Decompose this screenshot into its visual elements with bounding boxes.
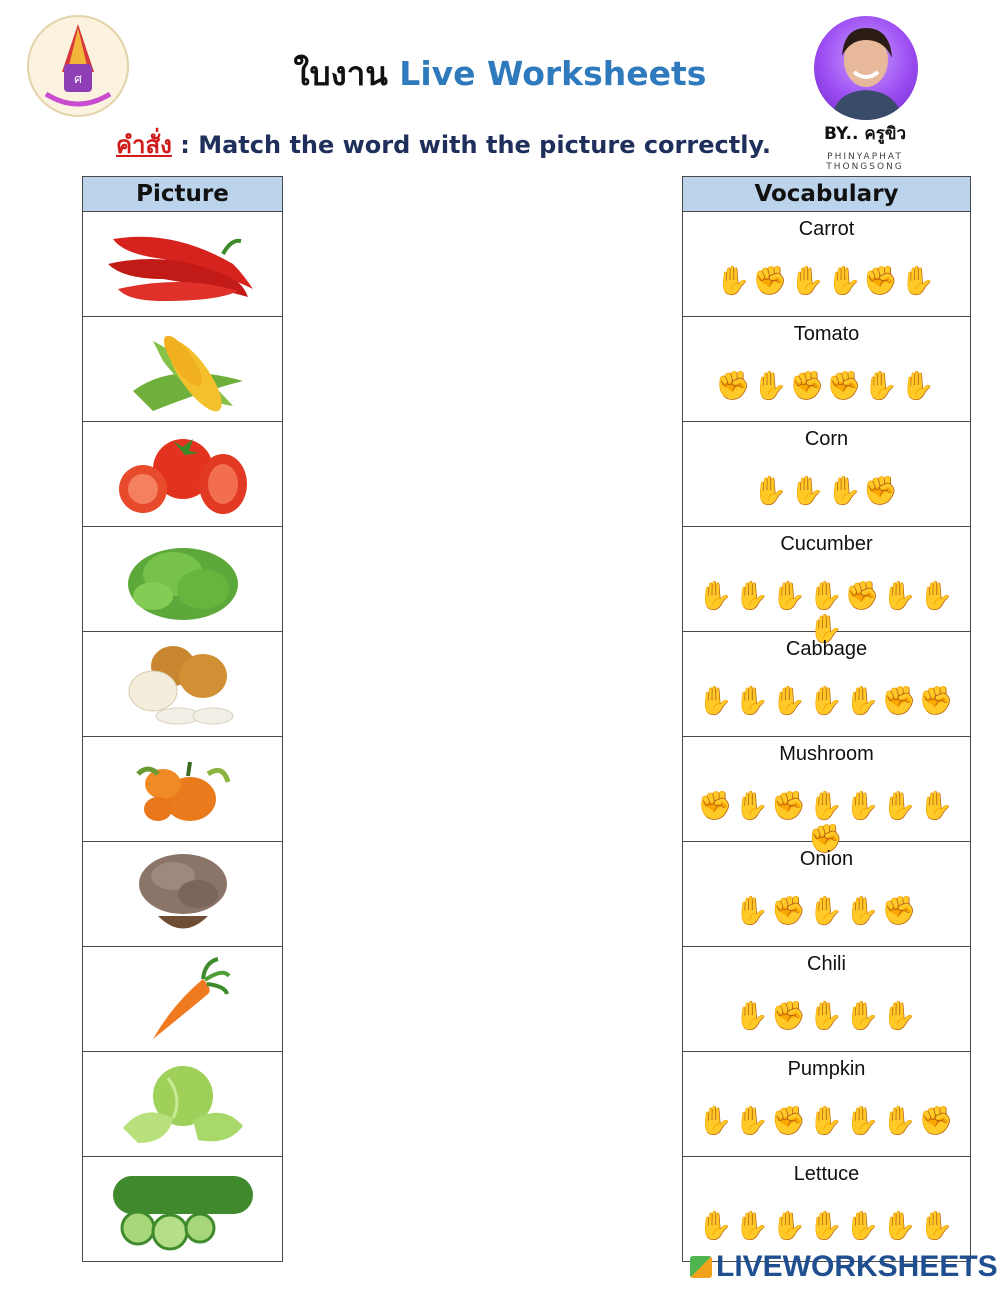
picture-cell[interactable] bbox=[83, 947, 283, 1052]
sign-language-hands-icon: ✋✋✋✋✋✊✊ bbox=[697, 684, 956, 717]
instruction-separator: : bbox=[171, 131, 199, 159]
author-name: PHINYAPHAT THONGSONG bbox=[826, 152, 904, 172]
sign-language-hands-icon: ✋✋✋✋✋✋✋ bbox=[697, 1209, 956, 1242]
carrot-icon bbox=[133, 954, 233, 1044]
title-live-worksheets: Live Worksheets bbox=[399, 54, 707, 93]
corn-icon bbox=[113, 321, 253, 417]
vocabulary-header: Vocabulary bbox=[683, 177, 971, 212]
cucumber-icon bbox=[108, 1166, 258, 1252]
liveworksheets-logo-icon bbox=[690, 1256, 712, 1278]
sign-language-hands-icon: ✋✋✋✊ bbox=[752, 474, 901, 507]
picture-cell[interactable] bbox=[83, 1052, 283, 1157]
sign-language-hands-icon: ✋✊✋✋✊✋ bbox=[715, 264, 938, 297]
lettuce-icon bbox=[123, 534, 243, 624]
vocabulary-cell[interactable] bbox=[683, 1052, 971, 1157]
author-avatar bbox=[814, 16, 918, 120]
picture-cell[interactable] bbox=[83, 1157, 283, 1262]
sign-language-hands-icon: ✊✋✊✊✋✋ bbox=[715, 369, 938, 402]
picture-cell[interactable] bbox=[83, 842, 283, 947]
vocabulary-word: Cucumber bbox=[780, 533, 873, 555]
brand-text: LIVEWORKSHEETS bbox=[716, 1250, 998, 1283]
vocabulary-table bbox=[682, 176, 971, 1262]
vocabulary-cell[interactable] bbox=[683, 842, 971, 947]
picture-cell[interactable] bbox=[83, 527, 283, 632]
picture-header: Picture bbox=[83, 177, 283, 212]
vocabulary-word: Cabbage bbox=[785, 638, 868, 660]
vocabulary-word: Corn bbox=[804, 428, 849, 450]
picture-cell[interactable] bbox=[83, 212, 283, 317]
vocabulary-word: Tomato bbox=[793, 323, 860, 345]
chili-icon bbox=[103, 219, 263, 309]
cabbage-icon bbox=[118, 1058, 248, 1150]
sign-language-hands-icon: ✋✊✋✋✊ bbox=[734, 894, 919, 927]
picture-cell[interactable] bbox=[83, 317, 283, 422]
pumpkin-icon bbox=[128, 744, 238, 834]
vocabulary-cell[interactable] bbox=[683, 527, 971, 645]
vocabulary-cell[interactable] bbox=[683, 212, 971, 317]
title-thai: ใบงาน bbox=[293, 54, 388, 93]
vocabulary-word: Mushroom bbox=[779, 743, 874, 765]
vocabulary-cell[interactable] bbox=[683, 947, 971, 1052]
vocabulary-cell[interactable] bbox=[683, 422, 971, 527]
sign-language-hands-icon: ✋✋✊✋✋✋✊ bbox=[697, 1104, 956, 1137]
vocabulary-word: Pumpkin bbox=[787, 1058, 866, 1080]
vocabulary-word: Lettuce bbox=[793, 1163, 860, 1185]
instruction-text: Match the word with the picture correctly. bbox=[198, 131, 771, 159]
tomato-icon bbox=[113, 429, 253, 519]
picture-cell[interactable] bbox=[83, 737, 283, 842]
vocabulary-cell[interactable] bbox=[683, 737, 971, 855]
vocabulary-cell[interactable] bbox=[683, 1157, 971, 1262]
picture-table bbox=[82, 176, 283, 1262]
svg-text:ศ: ศ bbox=[74, 72, 82, 86]
instruction-label: คำสั่ง bbox=[116, 131, 172, 159]
byline: BY.. ครูขิว bbox=[823, 124, 907, 144]
vocabulary-cell[interactable] bbox=[683, 317, 971, 422]
vocabulary-word: Chili bbox=[807, 953, 846, 975]
vocabulary-word: Carrot bbox=[798, 218, 855, 240]
onion-icon bbox=[118, 636, 248, 732]
instruction bbox=[116, 128, 771, 162]
picture-cell[interactable] bbox=[83, 422, 283, 527]
vocabulary-cell[interactable] bbox=[683, 632, 971, 737]
vocabulary-word: Onion bbox=[799, 848, 854, 870]
mushroom-icon bbox=[133, 846, 233, 942]
sign-language-hands-icon: ✋✋✋✋✊✋✋✋ bbox=[697, 579, 956, 645]
sign-language-hands-icon: ✊✋✊✋✋✋✋✊ bbox=[697, 789, 956, 855]
liveworksheets-brand bbox=[690, 1250, 998, 1284]
sign-language-hands-icon: ✋✊✋✋✋ bbox=[734, 999, 919, 1032]
picture-cell[interactable] bbox=[83, 632, 283, 737]
